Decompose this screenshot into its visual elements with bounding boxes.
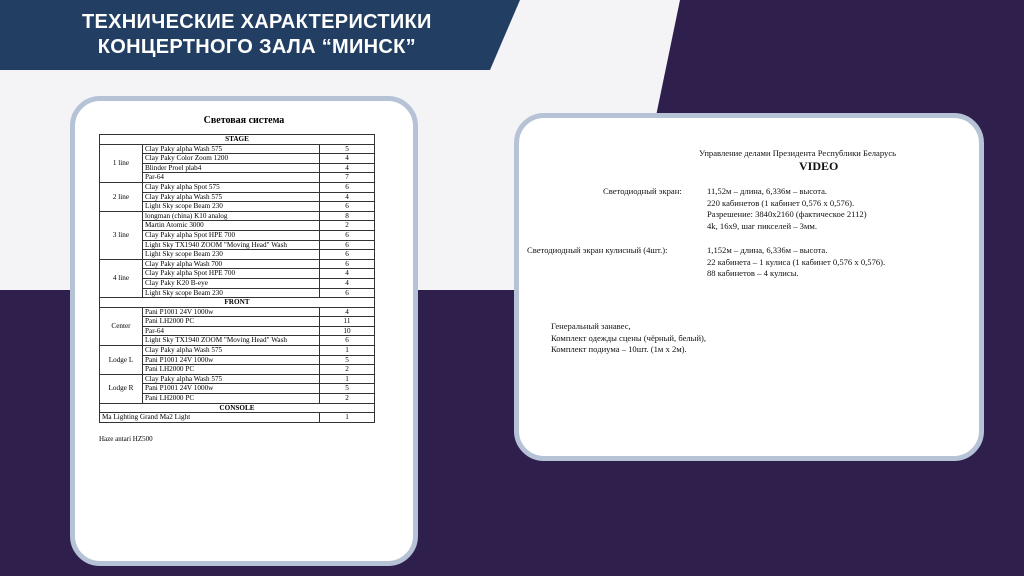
extra-line: Комплект подиума – 10шт. (1м х 2м).	[551, 344, 687, 354]
led-label: Светодиодный экран:	[603, 186, 682, 196]
fixture-count: 4	[320, 192, 375, 202]
fixture-count: 6	[320, 288, 375, 298]
section-row	[100, 298, 375, 308]
section-header: FRONT	[100, 298, 375, 308]
fixture-count: 5	[320, 144, 375, 154]
group-label: 4 line	[100, 259, 143, 297]
haze-note: Haze antari HZ500	[99, 434, 153, 443]
fixture-name: Pani P1001 24V 1000w	[143, 384, 320, 394]
fixture-name: Pani P1001 24V 1000w	[143, 355, 320, 365]
fixture-count: 5	[320, 384, 375, 394]
led-lines	[707, 186, 867, 232]
page-title-line1: ТЕХНИЧЕСКИЕ ХАРАКТЕРИСТИКИ	[82, 11, 432, 33]
fixture-name: Clay Paky alpha Spot HPE 700	[143, 230, 320, 240]
led-line: 220 кабинетов (1 кабинет 0,576 х 0,576).	[707, 197, 855, 208]
group-label: Center	[100, 307, 143, 345]
group-label: 1 line	[100, 144, 143, 182]
lighting-heading: Световая система	[203, 115, 285, 126]
fixture-count: 6	[320, 230, 375, 240]
fixture-name: Clay Paky alpha Wash 700	[143, 259, 320, 269]
fixture-count: 5	[320, 355, 375, 365]
extra-line: Генеральный занавес,	[551, 321, 631, 331]
led-line: 11,52м – длина, 6,336м – высота.	[707, 186, 828, 196]
fixture-name: Clay Paky alpha Spot 575	[143, 182, 320, 192]
table-row	[100, 211, 375, 221]
fixture-name: Blinder Proel plab4	[143, 163, 320, 173]
fixture-count: 8	[320, 211, 375, 221]
table-row	[100, 182, 375, 192]
table-row	[100, 413, 375, 423]
fixture-name: Clay Paky alpha Wash 575	[143, 192, 320, 202]
fixture-name: Light Sky scope Beam 230	[143, 202, 320, 212]
fixture-count: 6	[320, 240, 375, 250]
table-row	[100, 346, 375, 356]
side-led-line: 22 кабинета – 1 кулиса (1 кабинет 0,576 х 0,576).	[707, 256, 886, 267]
fixture-name: Martin Atomic 3000	[143, 221, 320, 231]
fixture-count: 4	[320, 307, 375, 317]
side-led-lines	[707, 245, 885, 280]
section-row	[100, 403, 375, 413]
fixture-count: 6	[320, 202, 375, 212]
fixture-count: 4	[320, 154, 375, 164]
fixture-count: 7	[320, 173, 375, 183]
fixture-count: 6	[320, 259, 375, 269]
video-title: VIDEO	[799, 159, 839, 173]
group-label: Lodge L	[100, 346, 143, 375]
led-line: 4k, 16х9, шаг пикселей – 3мм.	[707, 220, 817, 231]
page-title	[82, 10, 432, 60]
fixture-count: 2	[320, 365, 375, 375]
fixture-name: Pani LH2000 PC	[143, 365, 320, 375]
fixture-name: Pani LH2000 PC	[143, 394, 320, 404]
lighting-card	[70, 96, 418, 566]
fixture-name: Light Sky scope Beam 230	[143, 250, 320, 260]
section-row	[100, 135, 375, 145]
video-document	[519, 118, 979, 458]
fixture-name: Par-64	[143, 326, 320, 336]
side-led-line: 1,152м – длина, 6,336м – высота.	[707, 245, 828, 255]
section-header: STAGE	[100, 135, 375, 145]
page-title-line2: КОНЦЕРТНОГО ЗАЛА “МИНСК”	[97, 36, 416, 58]
fixture-count: 2	[320, 221, 375, 231]
section-header: CONSOLE	[100, 403, 375, 413]
stage-extras	[551, 321, 706, 356]
lighting-document	[99, 115, 389, 443]
fixture-name: Clay Paky alpha Spot HPE 700	[143, 269, 320, 279]
fixture-name: Pani P1001 24V 1000w	[143, 307, 320, 317]
led-line: Разрешение: 3840х2160 (фактическое 2112)	[707, 209, 867, 219]
table-row	[100, 374, 375, 384]
fixture-count: 2	[320, 394, 375, 404]
video-org-header: Управление делами Президента Республики Беларусь	[699, 148, 897, 158]
side-led-line: 88 кабинетов – 4 кулисы.	[707, 268, 799, 278]
fixture-count: 6	[320, 182, 375, 192]
table-row	[100, 144, 375, 154]
fixture-count: 4	[320, 269, 375, 279]
table-row	[100, 307, 375, 317]
fixture-name: longman (china) K10 analog	[143, 211, 320, 221]
group-label: 3 line	[100, 211, 143, 259]
fixture-name: Clay Paky alpha Wash 575	[143, 346, 320, 356]
lighting-table	[99, 134, 375, 423]
fixture-name: Ma Lighting Grand Ma2 Light	[100, 413, 320, 423]
fixture-count: 4	[320, 278, 375, 288]
group-label: 2 line	[100, 182, 143, 211]
fixture-count: 11	[320, 317, 375, 327]
fixture-count: 1	[320, 374, 375, 384]
fixture-name: Light Sky scope Beam 230	[143, 288, 320, 298]
fixture-name: Clay Paky alpha Wash 575	[143, 144, 320, 154]
group-label: Lodge R	[100, 374, 143, 403]
fixture-name: Clay Paky alpha Wash 575	[143, 374, 320, 384]
fixture-name: Clay Paky Color Zoom 1200	[143, 154, 320, 164]
video-card	[514, 113, 984, 461]
extra-line: Комплект одежды сцены (чёрный, белый),	[551, 332, 707, 343]
fixture-name: Par-64	[143, 173, 320, 183]
fixture-count: 10	[320, 326, 375, 336]
fixture-count: 1	[320, 413, 375, 423]
fixture-count: 1	[320, 346, 375, 356]
fixture-count: 6	[320, 336, 375, 346]
fixture-name: Light Sky TX1940 ZOOM "Moving Head" Wash	[143, 336, 320, 346]
fixture-name: Pani LH2000 PC	[143, 317, 320, 327]
table-row	[100, 259, 375, 269]
fixture-count: 6	[320, 250, 375, 260]
fixture-name: Light Sky TX1940 ZOOM "Moving Head" Wash	[143, 240, 320, 250]
fixture-count: 4	[320, 163, 375, 173]
side-led-label: Светодиодный экран кулисный (4шт.):	[527, 245, 668, 255]
fixture-name: Clay Paky K20 B-eye	[143, 278, 320, 288]
